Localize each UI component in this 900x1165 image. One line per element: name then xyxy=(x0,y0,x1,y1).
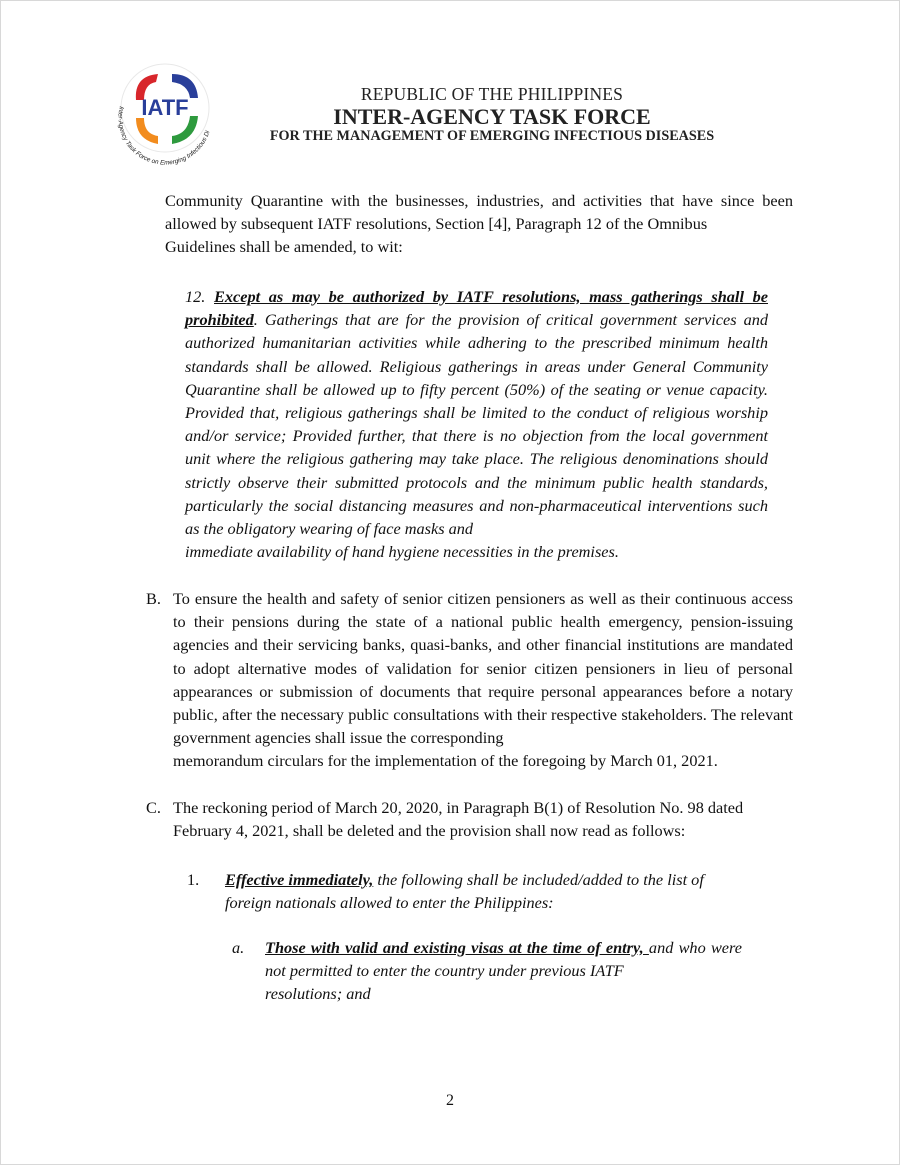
item-a-heading: Those with valid and existing visas at the time of entry, xyxy=(265,938,649,957)
iatf-logo xyxy=(106,62,228,172)
header-subtitle: FOR THE MANAGEMENT OF EMERGING INFECTIOUS DISEASES xyxy=(269,128,715,144)
item-b-last-line: memorandum circulars for the implementation of the foregoing by March 01, 2021. xyxy=(173,751,718,771)
item-1-heading: Effective immediately, xyxy=(225,870,374,889)
intro-paragraph xyxy=(165,189,793,259)
paragraph-12-heading: Except as may be authorized by IATF resolutions, mass gatherings shall be prohibited xyxy=(185,287,768,330)
item-b-marker: B. xyxy=(146,589,161,608)
item-b-text: To ensure the health and safety of senior citizen pensioners as well as their continuous access to their pensions during the state of a national public health emergency, pension-issuing agencies and their servicing banks, quasi-banks, and other financial institutions are mandated to adopt alternative modes of validation for senior citizen pensioners in lieu of personal appearances or submission of documents that require personal appearances before a notary public, after the necessary public consultations with their respective stakeholders. The relevant government agencies shall issue the corresponding xyxy=(173,589,793,748)
item-1-text: the following shall be included/added to the list of xyxy=(373,870,704,889)
item-a-paragraph xyxy=(265,936,742,1006)
item-c-last-line: February 4, 2021, shall be deleted and the provision shall now read as follows: xyxy=(173,821,686,841)
item-c-paragraph xyxy=(173,796,793,842)
paragraph-12 xyxy=(185,285,768,563)
item-c-marker: C. xyxy=(146,798,161,817)
header-republic: REPUBLIC OF THE PHILIPPINES xyxy=(360,84,624,104)
intro-text: Community Quarantine with the businesses, industries, and activities that have since been allowed by subsequent IATF resolutions, Section [4], Paragraph 12 of the Omnibus xyxy=(165,191,793,234)
item-1-paragraph xyxy=(225,868,770,914)
logo-ring-text: Inter-Agency Task Force on Emerging Infectious Di xyxy=(116,105,212,167)
logo-text: IATF xyxy=(141,95,189,120)
item-b-paragraph xyxy=(173,587,793,773)
item-a-last-line: resolutions; and xyxy=(265,984,371,1004)
paragraph-12-last-line: immediate availability of hand hygiene necessities in the premises. xyxy=(185,542,619,562)
paragraph-12-text: . Gatherings that are for the provision of critical government services and authorized humanitarian activities while adhering to the prescribed minimum health standards shall be allowed. Religious gatherings in areas under General Community Quarantine shall be allowed up to fifty percent (50%) of the seating or venue capacity. Provided that, religious gatherings shall be limited to the conduct of religious worship and/or service; Provided further, that there is no objection from the local government unit where the religious gathering may take place. The religious denominations should strictly observe their submitted protocols and the minimum public health standards, particularly the social distancing measures and non-pharmaceutical interventions such as the obligatory wearing of face masks and xyxy=(185,310,768,539)
item-a-marker: a. xyxy=(232,938,245,957)
page-number: 2 xyxy=(446,1092,454,1109)
paragraph-12-number: 12. xyxy=(185,287,215,306)
item-a-text: and who were not permitted to enter the country under previous IATF xyxy=(265,938,742,981)
item-1-marker: 1. xyxy=(187,870,200,889)
intro-last-line: Guidelines shall be amended, to wit: xyxy=(165,237,403,257)
header-task-force: INTER-AGENCY TASK FORCE xyxy=(333,104,651,129)
item-c-text: The reckoning period of March 20, 2020, in Paragraph B(1) of Resolution No. 98 dated xyxy=(173,798,744,817)
item-1-last-line: foreign nationals allowed to enter the Philippines: xyxy=(225,893,554,913)
